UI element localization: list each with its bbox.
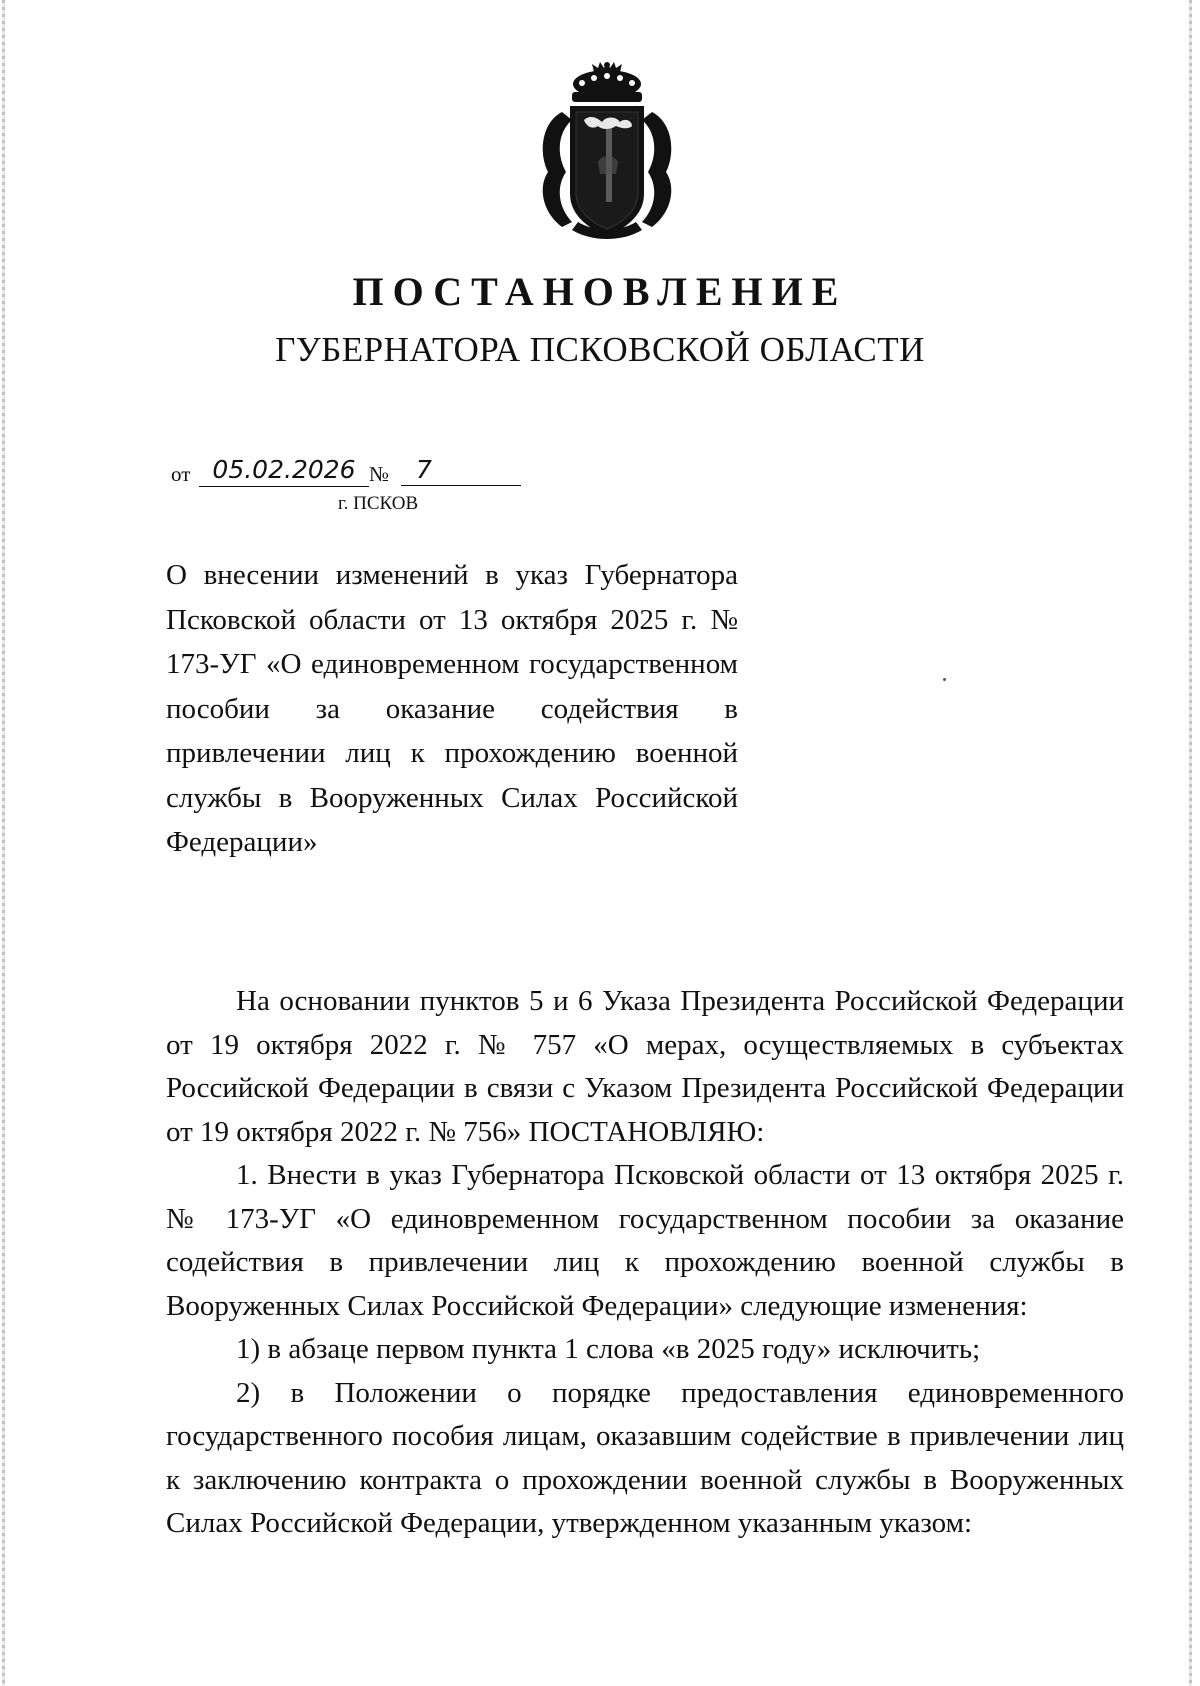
- document-body: [166, 980, 1124, 1546]
- body-paragraph-item-1: 1. Внести в указ Губернатора Псковской области от 13 октября 2025 г. № 173-УГ «О единовременном государственном пособии за оказание содействия в привлечении лиц к прохождению военной службы в Вооруженных Силах Российской Федерации» следующие изменения:: [166, 1159, 1124, 1322]
- document-city: г. ПСКОВ: [338, 493, 419, 514]
- coat-of-arms-icon: [532, 62, 682, 244]
- document-date-number-line: [171, 454, 611, 494]
- document-subtitle: ГУБЕРНАТОРА ПСКОВСКОЙ ОБЛАСТИ: [275, 330, 925, 369]
- document-date: 05.02.2026: [199, 454, 369, 487]
- date-prefix: от: [171, 462, 191, 486]
- body-paragraph-preamble: На основании пунктов 5 и 6 Указа Президента Российской Федерации от 19 октября 2022 г. № 757 «О мерах, осуществляемых в субъектах Российской Федерации в связи с Указом Президента Российской Федерации от 19 октября 2022 г. № 756» ПОСТАНОВЛЯЮ:: [166, 985, 1124, 1148]
- body-paragraph-subitem-2: 2) в Положении о порядке предоставления единовременного государственного пособия лицам, оказавшим содействие в привлечении лиц к заключению контракта о прохождении военной службы в Вооруженных Силах Российской Федерации, утвержденном указанным указом:: [166, 1376, 1124, 1539]
- number-prefix: №: [369, 462, 390, 486]
- scan-edge-left: [2, 0, 5, 1686]
- scan-edge-right: [1189, 0, 1192, 1686]
- document-title: ПОСТАНОВЛЕНИЕ: [352, 269, 848, 314]
- document-number: 7: [401, 454, 521, 486]
- document-subject: О внесении изменений в указ Губернатора Псковской области от 13 октября 2025 г. № 173-УГ «О единовременном государственном пособии за оказание содействия в привлечении лиц к прохождению военной службы в Вооруженных Силах Российской Федерации»: [166, 559, 738, 858]
- body-paragraph-subitem-1: 1) в абзаце первом пункта 1 слова «в 2025 году» исключить;: [236, 1333, 981, 1365]
- scan-speck: [943, 678, 946, 681]
